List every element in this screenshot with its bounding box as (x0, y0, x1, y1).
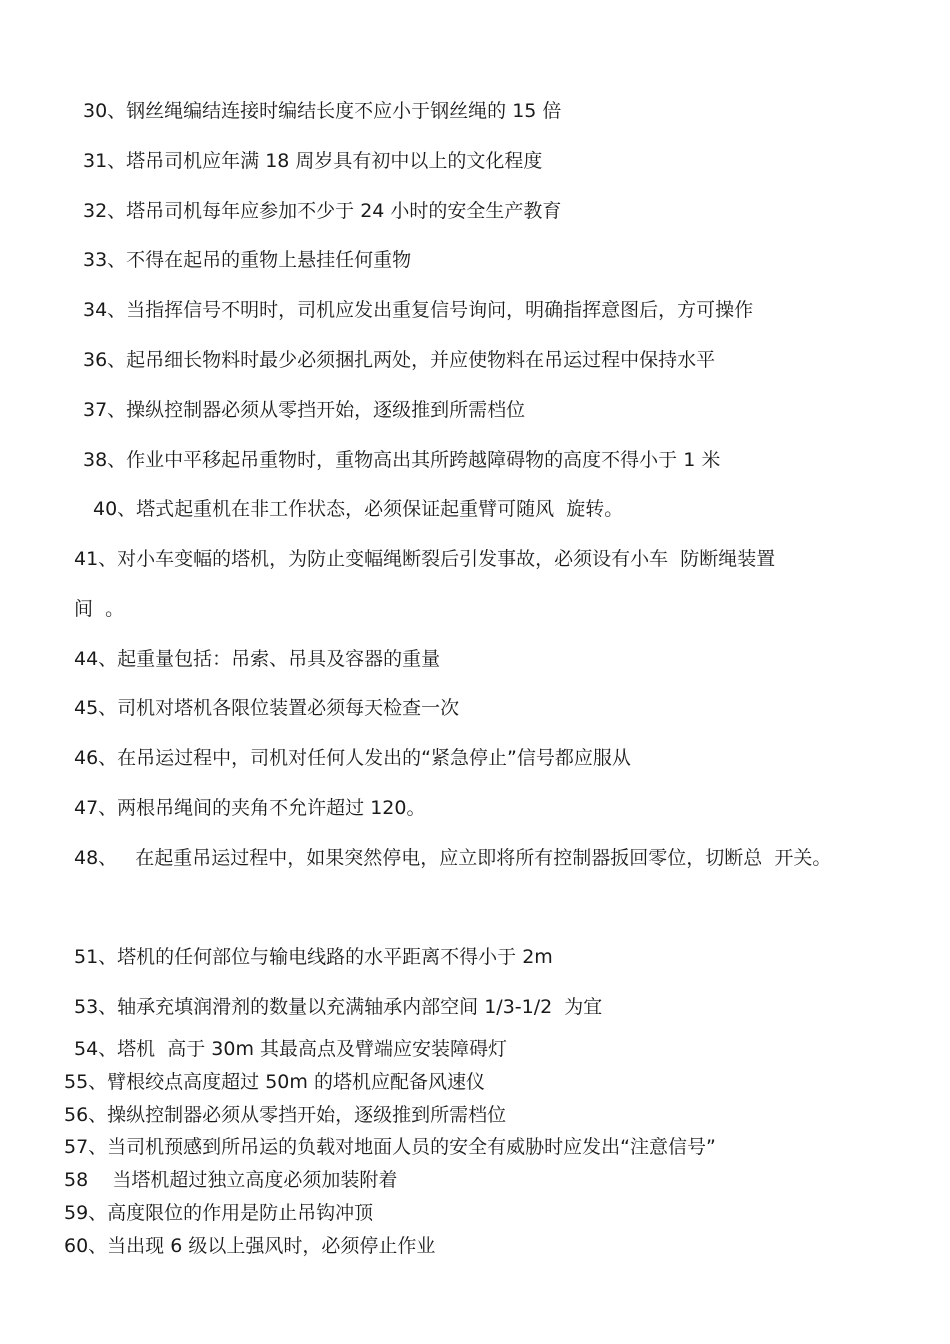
text-line: 48、 在起重吊运过程中，如果突然停电，应立即将所有控制器扳回零位，切断总 开关。 (74, 847, 832, 869)
text-line: 34、当指挥信号不明时，司机应发出重复信号询问，明确指挥意图后，方可操作 (83, 299, 754, 321)
text-line: 31、塔吊司机应年满 18 周岁具有初中以上的文化程度 (83, 150, 543, 172)
text-line: 56、操纵控制器必须从零挡开始，逐级推到所需档位 (64, 1104, 507, 1126)
text-line: 59、高度限位的作用是防止吊钩冲顶 (64, 1202, 374, 1224)
text-line: 45、司机对塔机各限位装置必须每天检查一次 (74, 697, 460, 719)
text-line: 55、臂根绞点高度超过 50m 的塔机应配备风速仪 (64, 1071, 485, 1093)
text-line: 58 当塔机超过独立高度必须加装附着 (64, 1169, 398, 1191)
text-line: 47、两根吊绳间的夹角不允许超过 120。 (74, 797, 426, 819)
text-line: 51、塔机的任何部位与输电线路的水平距离不得小于 2m (74, 946, 553, 968)
text-line: 60、当出现 6 级以上强风时，必须停止作业 (64, 1235, 436, 1257)
text-line: 间 。 (74, 598, 125, 620)
text-line: 57、当司机预感到所吊运的负载对地面人员的安全有威胁时应发出“注意信号” (64, 1136, 716, 1158)
text-line: 37、操纵控制器必须从零挡开始，逐级推到所需档位 (83, 399, 526, 421)
text-line: 32、塔吊司机每年应参加不少于 24 小时的安全生产教育 (83, 200, 562, 222)
text-line: 46、在吊运过程中，司机对任何人发出的“紧急停止”信号都应服从 (74, 747, 631, 769)
text-line: 41、对小车变幅的塔机，为防止变幅绳断裂后引发事故，必须设有小车 防断绳装置 (74, 548, 776, 570)
text-line: 40、塔式起重机在非工作状态，必须保证起重臂可随风 旋转。 (93, 498, 624, 520)
text-line: 30、钢丝绳编结连接时编结长度不应小于钢丝绳的 15 倍 (83, 100, 562, 122)
text-line: 36、起吊细长物料时最少必须捆扎两处，并应使物料在吊运过程中保持水平 (83, 349, 716, 371)
text-line: 38、作业中平移起吊重物时，重物高出其所跨越障碍物的高度不得小于 1 米 (83, 449, 721, 471)
text-line: 53、轴承充填润滑剂的数量以充满轴承内部空间 1/3-1/2 为宜 (74, 996, 603, 1018)
text-line: 54、塔机 高于 30m 其最高点及臂端应安装障碍灯 (74, 1038, 508, 1060)
text-line: 44、起重量包括：吊索、吊具及容器的重量 (74, 648, 441, 670)
text-line: 33、不得在起吊的重物上悬挂任何重物 (83, 249, 412, 271)
